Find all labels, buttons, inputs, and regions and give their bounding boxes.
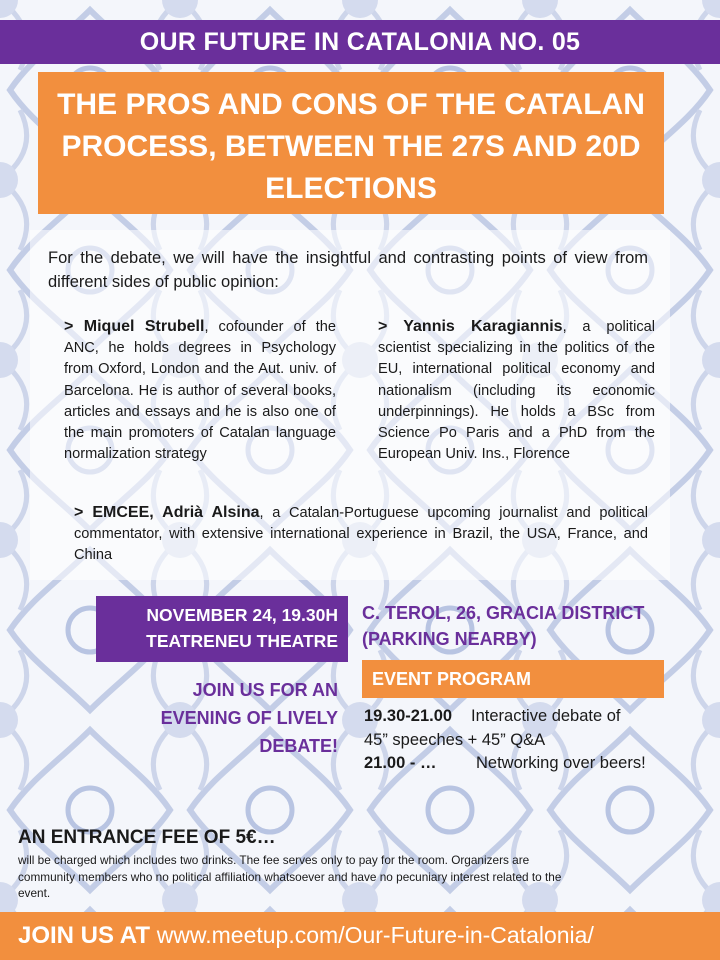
join-footer-bar — [0, 912, 720, 960]
invite-text: JOIN US FOR AN EVENING OF LIVELY DEBATE! — [160, 680, 338, 756]
program-item — [364, 729, 684, 753]
program-desc: Networking over beers! — [476, 754, 646, 772]
program-list — [364, 705, 684, 776]
speaker-strubell — [64, 316, 336, 465]
intro-paragraph: For the debate, we will have the insightful and contrasting points of view from different sides of public opinion: — [48, 249, 648, 291]
date-venue-box — [96, 596, 348, 662]
speaker-name: > Yannis Karagiannis — [378, 318, 563, 335]
event-title-box — [38, 72, 664, 214]
program-time: 19.30-21.00 — [364, 707, 453, 725]
series-title: OUR FUTURE IN CATALONIA NO. 05 — [139, 28, 581, 56]
speaker-bio: , a political scientist specializing in the politics of the EU, international political economy and nationalism (including its economic underpinnings). He holds a BSc from Science Po Paris and a PhD from the European Univ. Ins., Florence — [378, 319, 655, 463]
fee-heading: AN ENTRANCE FEE OF 5€… — [18, 827, 276, 848]
speaker-name: > EMCEE, Adrià Alsina — [74, 504, 260, 521]
speaker-alsina — [74, 502, 648, 567]
fee-description: will be charged which includes two drinks. The fee serves only to pay for the room. Organizers are community members who no political affiliation whatsoever and have no pecuniary interest related to the event. — [18, 853, 562, 900]
program-heading-label: EVENT PROGRAM — [372, 669, 532, 689]
join-label: JOIN US AT — [18, 922, 151, 949]
speaker-bio: , cofounder of the ANC, he holds degrees in Psychology from Oxford, London and the Aut. univ. of Barcelona. He is author of several books, articles and essays and he is also one of the main promoters of Catalan language normalization strategy — [64, 319, 336, 463]
parking-note: (PARKING NEARBY) — [362, 629, 537, 649]
program-time: 21.00 - … — [364, 754, 437, 772]
program-desc: Interactive debate of — [471, 707, 621, 725]
address: C. TEROL, 26, GRACIA DISTRICT — [362, 603, 645, 623]
event-title: THE PROS AND CONS OF THE CATALAN PROCESS, BETWEEN THE 27S AND 20D ELECTIONS — [57, 88, 645, 205]
series-title-bar — [0, 20, 720, 64]
venue-address — [362, 600, 662, 652]
speaker-karagiannis — [378, 316, 655, 465]
speaker-bio: , a Catalan-Portuguese upcoming journalist and political commentator, with extensive international experience in Brazil, the USA, France, and China — [74, 505, 648, 564]
meetup-link[interactable]: www.meetup.com/Our-Future-in-Catalonia/ — [156, 922, 594, 948]
program-item — [364, 752, 684, 776]
program-desc: 45” speeches + 45” Q&A — [364, 730, 546, 749]
program-item — [364, 705, 684, 729]
event-date-time: NOVEMBER 24, 19.30H — [146, 605, 338, 625]
speaker-name: > Miquel Strubell — [64, 318, 205, 335]
program-heading — [362, 660, 664, 698]
venue-name: TEATRENEU THEATRE — [146, 631, 338, 651]
